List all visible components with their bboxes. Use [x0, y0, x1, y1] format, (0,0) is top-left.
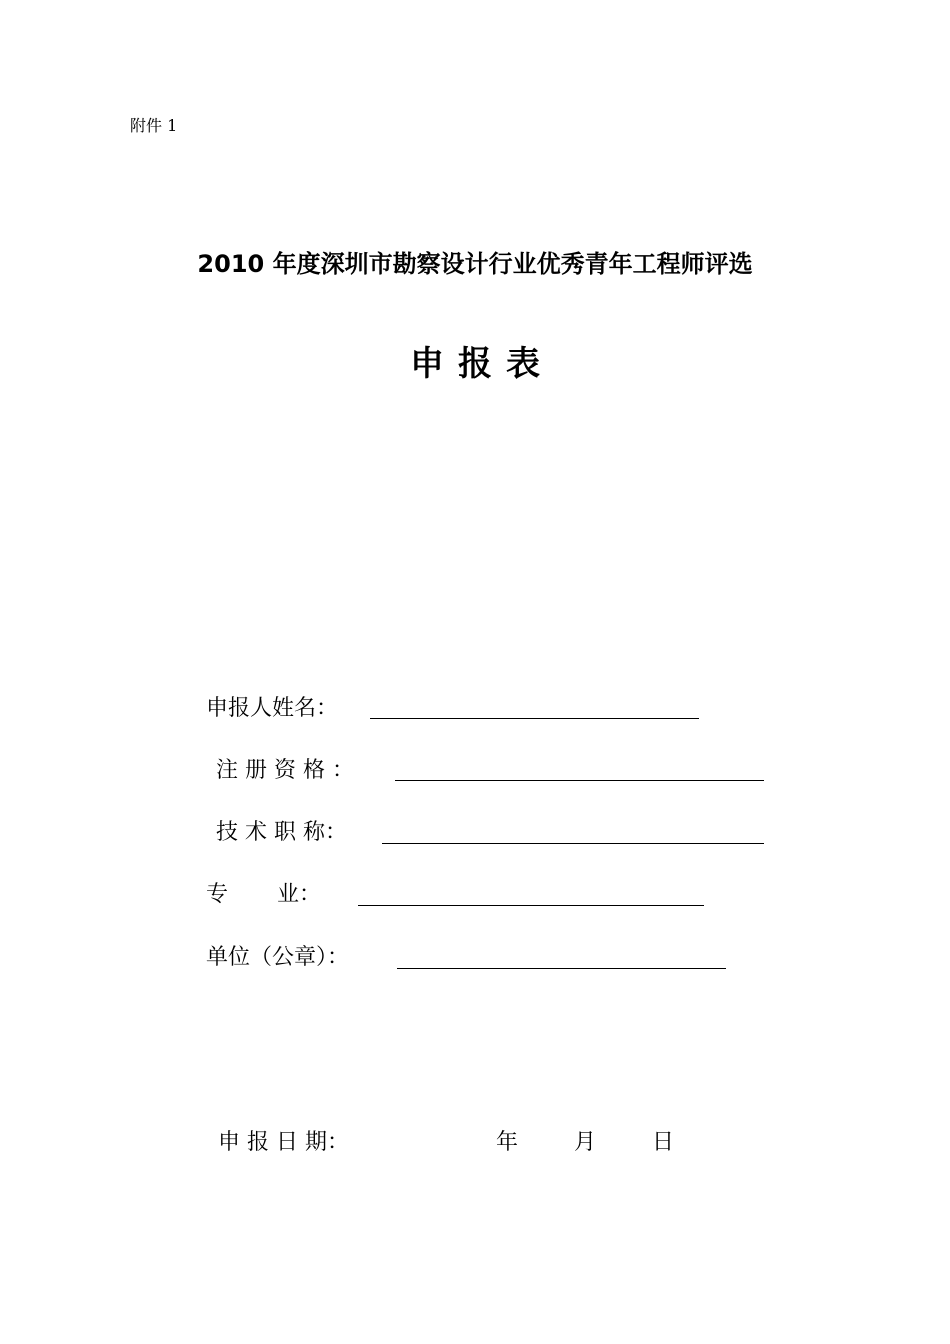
attachment-label: 附件 1 [130, 116, 178, 135]
application-date-label: 申 报 日 期： [218, 1130, 349, 1155]
registration-field[interactable] [395, 780, 764, 781]
registration-label: 注 册 资 格 ： [216, 758, 354, 783]
applicant-name-label: 申报人姓名： [206, 696, 339, 721]
organization-label: 单位（公章）： [206, 945, 350, 970]
form-title: 申报表 [410, 344, 554, 384]
specialty-field[interactable] [358, 905, 704, 906]
organization-field[interactable] [397, 968, 726, 969]
date-month-label: 月 [574, 1130, 597, 1155]
technical-title-label: 技 术 职 称： [216, 820, 347, 845]
document-title: 2010 年度深圳市勘察设计行业优秀青年工程师评选 [197, 250, 753, 278]
specialty-label: 专 业： [206, 882, 321, 907]
applicant-name-field[interactable] [370, 718, 699, 719]
date-year-label: 年 [496, 1130, 519, 1155]
date-day-label: 日 [652, 1130, 675, 1155]
technical-title-field[interactable] [382, 843, 764, 844]
